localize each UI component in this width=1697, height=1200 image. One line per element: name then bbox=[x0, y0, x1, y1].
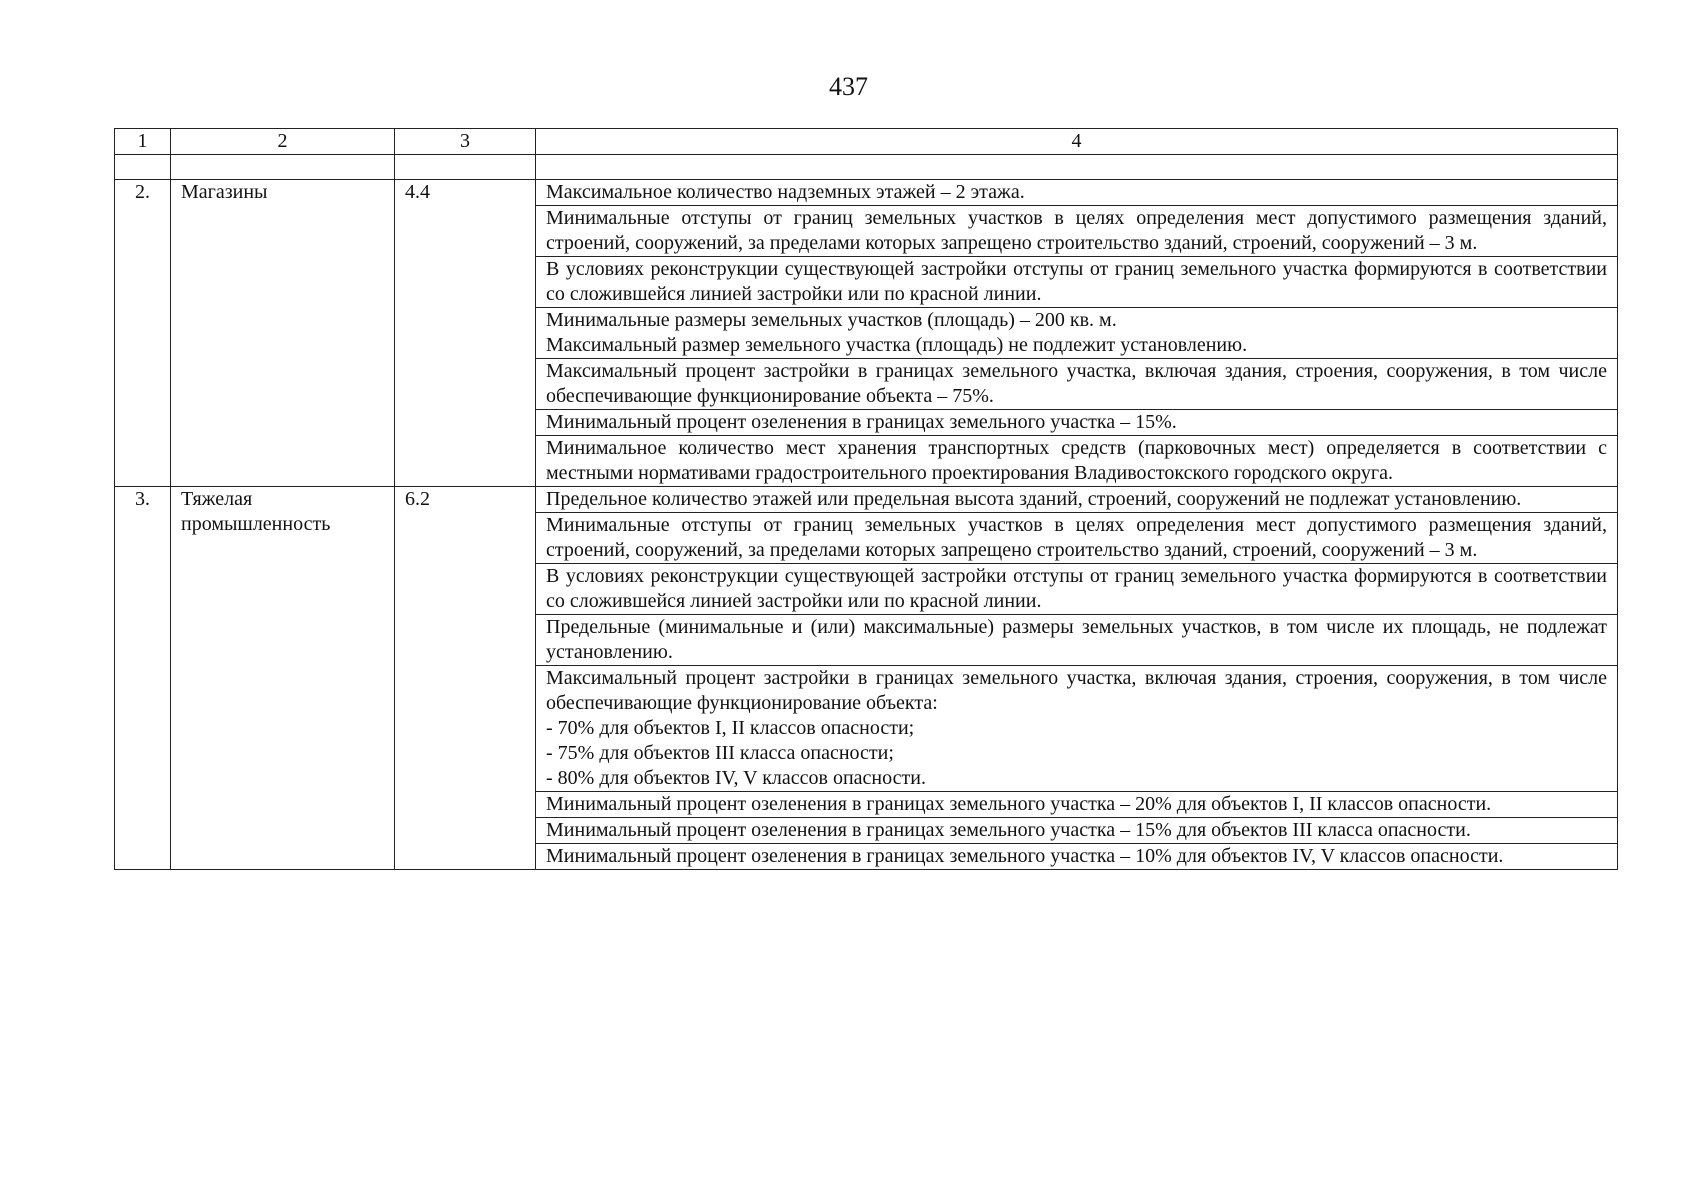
parameter-text: Минимальное количество мест хранения транспортных средств (парковочных мест) определяется в соответствии с местными нормативами градостроительного проектирования Владивостокского городского округа. bbox=[546, 437, 1607, 484]
parameter-text: Предельные (минимальные и (или) максимальные) размеры земельных участков, в том числе их площадь, не подлежат установлению. bbox=[546, 616, 1607, 663]
regulations-table bbox=[114, 128, 1618, 870]
parameter-cell bbox=[536, 615, 1618, 666]
parameter-text: Минимальный процент озеленения в границах земельного участка – 10% для объектов IV, V классов опасности. bbox=[546, 845, 1504, 867]
parameter-text: Максимальный процент застройки в границах земельного участка, включая здания, строения, сооружения, в том числе обеспечивающие функционирование объекта: bbox=[546, 667, 1607, 714]
column-number: 2 bbox=[171, 129, 395, 155]
blank-row bbox=[115, 155, 1618, 180]
parameter-text: Минимальные отступы от границ земельных участков в целях определения мест допустимого размещения зданий, строений, сооружений, за пределами которых запрещено строительство зданий, строений, сооружений – 3 м. bbox=[546, 514, 1607, 561]
blank-cell bbox=[115, 155, 171, 180]
parameter-text: Минимальный процент озеленения в границах земельного участка – 20% для объектов I, II классов опасности. bbox=[546, 793, 1492, 815]
parameter-cell bbox=[536, 818, 1618, 844]
column-number: 1 bbox=[115, 129, 171, 155]
parameter-cell bbox=[536, 206, 1618, 257]
use-type-name: Тяжелая промышленность bbox=[171, 487, 395, 870]
table-body bbox=[115, 129, 1618, 870]
column-number-row bbox=[115, 129, 1618, 155]
parameter-text: - 80% для объектов IV, V классов опасности. bbox=[546, 767, 926, 789]
parameter-cell bbox=[536, 792, 1618, 818]
parameter-text: Предельное количество этажей или предельная высота зданий, строений, сооружений не подлежат установлению. bbox=[546, 488, 1522, 510]
parameter-cell bbox=[536, 180, 1618, 206]
parameter-text: Минимальный процент озеленения в границах земельного участка – 15% для объектов III класса опасности. bbox=[546, 819, 1471, 841]
parameter-cell bbox=[536, 410, 1618, 436]
parameter-text: Минимальный процент озеленения в границах земельного участка – 15%. bbox=[546, 411, 1177, 433]
parameter-cell bbox=[536, 666, 1618, 792]
parameter-text: Максимальное количество надземных этажей – 2 этажа. bbox=[546, 181, 1025, 203]
parameter-cell bbox=[536, 257, 1618, 308]
parameter-text: Минимальные размеры земельных участков (площадь) – 200 кв. м. bbox=[546, 309, 1117, 331]
table-row bbox=[115, 487, 1618, 513]
row-number: 3. bbox=[115, 487, 171, 870]
parameter-cell bbox=[536, 359, 1618, 410]
column-number: 4 bbox=[536, 129, 1618, 155]
parameter-cell bbox=[536, 564, 1618, 615]
parameter-text: Максимальный размер земельного участка (площадь) не подлежит установлению. bbox=[546, 334, 1248, 356]
parameter-cell bbox=[536, 513, 1618, 564]
parameter-text: В условиях реконструкции существующей застройки отступы от границ земельного участка формируются в соответствии со сложившейся линией застройки или по красной линии. bbox=[546, 565, 1607, 612]
parameter-text: Максимальный процент застройки в границах земельного участка, включая здания, строения, сооружения, в том числе обеспечивающие функционирование объекта – 75%. bbox=[546, 360, 1607, 407]
parameter-text: - 70% для объектов I, II классов опасности; bbox=[546, 717, 915, 739]
parameter-text: Минимальные отступы от границ земельных участков в целях определения мест допустимого размещения зданий, строений, сооружений, за пределами которых запрещено строительство зданий, строений, сооружений – 3 м. bbox=[546, 207, 1607, 254]
use-type-code: 6.2 bbox=[395, 487, 536, 870]
column-number: 3 bbox=[395, 129, 536, 155]
table-row bbox=[115, 180, 1618, 206]
use-type-code: 4.4 bbox=[395, 180, 536, 487]
parameter-cell bbox=[536, 844, 1618, 870]
parameter-cell bbox=[536, 436, 1618, 487]
blank-cell bbox=[536, 155, 1618, 180]
parameter-cell bbox=[536, 487, 1618, 513]
blank-cell bbox=[171, 155, 395, 180]
page-number: 437 bbox=[829, 72, 868, 101]
parameter-cell bbox=[536, 308, 1618, 359]
parameter-text: В условиях реконструкции существующей застройки отступы от границ земельного участка формируются в соответствии со сложившейся линией застройки или по красной линии. bbox=[546, 258, 1607, 305]
use-type-name: Магазины bbox=[171, 180, 395, 487]
parameter-text: - 75% для объектов III класса опасности; bbox=[546, 742, 894, 764]
blank-cell bbox=[395, 155, 536, 180]
row-number: 2. bbox=[115, 180, 171, 487]
